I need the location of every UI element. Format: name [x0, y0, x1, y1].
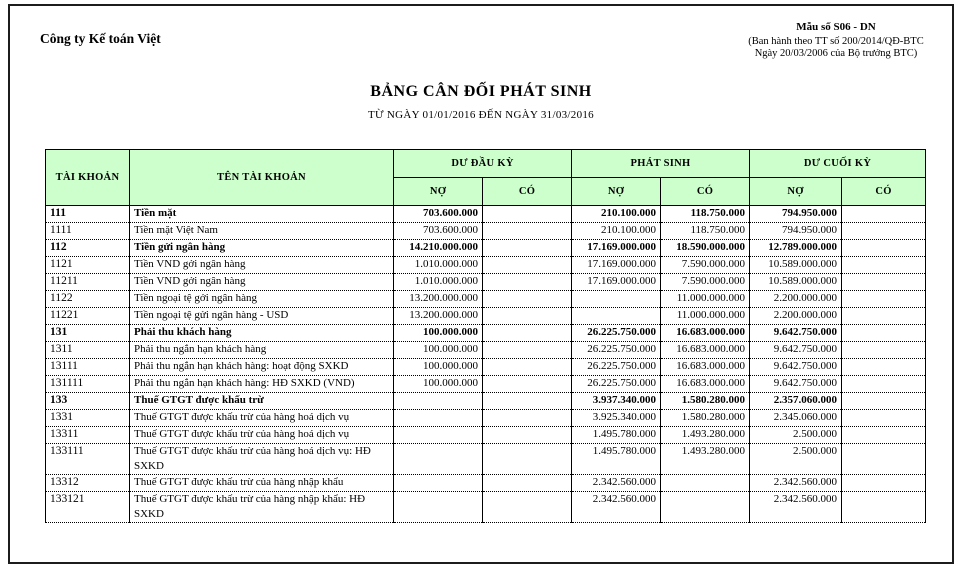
cell-opening-debit: 100.000.000 [394, 376, 483, 393]
cell-period-credit: 118.750.000 [661, 206, 750, 223]
cell-opening-debit [394, 410, 483, 427]
form-issued-line-1: (Ban hành theo TT số 200/2014/QĐ-BTC [748, 36, 924, 47]
cell-opening-debit [394, 492, 483, 523]
cell-period-debit: 1.495.780.000 [572, 427, 661, 444]
table-row [46, 376, 926, 393]
table-row [46, 475, 926, 492]
cell-period-debit: 17.169.000.000 [572, 240, 661, 257]
cell-closing-credit [842, 223, 926, 240]
form-issued-line-2: Ngày 20/03/2006 của Bộ trưởng BTC) [754, 48, 918, 59]
company-name: Công ty Kế toán Việt [40, 31, 161, 46]
cell-name: Thuế GTGT được khấu trừ của hàng hoá dịch vụ: HĐ SXKD [130, 444, 394, 475]
cell-period-debit: 17.169.000.000 [572, 257, 661, 274]
col-header-period-movement: PHÁT SINH [572, 150, 750, 178]
cell-opening-debit: 703.600.000 [394, 206, 483, 223]
cell-opening-debit: 13.200.000.000 [394, 308, 483, 325]
cell-opening-credit [483, 223, 572, 240]
cell-opening-credit [483, 393, 572, 410]
cell-name: Thuế GTGT được khấu trừ [130, 393, 394, 410]
cell-opening-credit [483, 359, 572, 376]
form-number: Mẫu số S06 - DN [796, 21, 876, 33]
cell-account: 13311 [46, 427, 130, 444]
col-header-period-debit: NỢ [572, 178, 661, 206]
cell-account: 1111 [46, 223, 130, 240]
cell-name: Phải thu ngắn hạn khách hàng: hoạt động SXKD [130, 359, 394, 376]
cell-period-debit: 26.225.750.000 [572, 325, 661, 342]
cell-closing-debit: 9.642.750.000 [750, 342, 842, 359]
table-row [46, 444, 926, 475]
cell-account: 13111 [46, 359, 130, 376]
cell-opening-debit [394, 427, 483, 444]
cell-opening-debit: 1.010.000.000 [394, 274, 483, 291]
cell-opening-credit [483, 325, 572, 342]
cell-period-credit: 1.493.280.000 [661, 444, 750, 475]
cell-period-credit: 11.000.000.000 [661, 291, 750, 308]
cell-period-debit: 2.342.560.000 [572, 475, 661, 492]
cell-opening-debit: 100.000.000 [394, 325, 483, 342]
cell-period-debit: 17.169.000.000 [572, 274, 661, 291]
trial-balance-table [45, 149, 926, 523]
table-row [46, 291, 926, 308]
table-row [46, 427, 926, 444]
cell-period-credit [661, 492, 750, 523]
cell-period-credit: 7.590.000.000 [661, 257, 750, 274]
cell-closing-debit: 2.500.000 [750, 427, 842, 444]
cell-opening-debit [394, 444, 483, 475]
cell-name: Tiền ngoại tệ gởi ngân hàng [130, 291, 394, 308]
cell-opening-credit [483, 240, 572, 257]
cell-account: 133121 [46, 492, 130, 523]
col-header-period-credit: CÓ [661, 178, 750, 206]
cell-closing-credit [842, 325, 926, 342]
cell-account: 133111 [46, 444, 130, 475]
table-row [46, 223, 926, 240]
cell-closing-debit: 9.642.750.000 [750, 376, 842, 393]
col-header-closing-credit: CÓ [842, 178, 926, 206]
cell-period-credit: 18.590.000.000 [661, 240, 750, 257]
col-header-opening-credit: CÓ [483, 178, 572, 206]
cell-closing-debit: 794.950.000 [750, 206, 842, 223]
cell-name: Tiền mặt Việt Nam [130, 223, 394, 240]
cell-opening-debit: 13.200.000.000 [394, 291, 483, 308]
cell-name: Tiền gửi ngân hàng [130, 240, 394, 257]
cell-opening-debit: 100.000.000 [394, 342, 483, 359]
cell-account: 1122 [46, 291, 130, 308]
cell-closing-credit [842, 359, 926, 376]
cell-opening-credit [483, 274, 572, 291]
form-info-block [710, 21, 958, 60]
cell-period-debit: 210.100.000 [572, 206, 661, 223]
cell-period-debit: 3.937.340.000 [572, 393, 661, 410]
cell-account: 131111 [46, 376, 130, 393]
cell-closing-debit: 2.342.560.000 [750, 492, 842, 523]
cell-period-debit: 1.495.780.000 [572, 444, 661, 475]
cell-period-debit: 210.100.000 [572, 223, 661, 240]
cell-account: 112 [46, 240, 130, 257]
cell-period-credit: 16.683.000.000 [661, 325, 750, 342]
cell-name: Phải thu ngắn hạn khách hàng: HĐ SXKD (VND) [130, 376, 394, 393]
cell-opening-credit [483, 376, 572, 393]
cell-account: 1331 [46, 410, 130, 427]
cell-period-debit [572, 291, 661, 308]
col-header-account: TÀI KHOẢN [46, 150, 130, 206]
cell-period-credit: 16.683.000.000 [661, 359, 750, 376]
cell-account: 131 [46, 325, 130, 342]
cell-name: Phải thu khách hàng [130, 325, 394, 342]
cell-account: 111 [46, 206, 130, 223]
cell-closing-debit: 2.500.000 [750, 444, 842, 475]
cell-opening-debit: 100.000.000 [394, 359, 483, 376]
cell-period-debit: 26.225.750.000 [572, 376, 661, 393]
cell-opening-credit [483, 206, 572, 223]
cell-period-credit: 16.683.000.000 [661, 376, 750, 393]
cell-period-debit [572, 308, 661, 325]
table-row [46, 342, 926, 359]
cell-opening-debit: 1.010.000.000 [394, 257, 483, 274]
report-period: TỪ NGÀY 01/01/2016 ĐẾN NGÀY 31/03/2016 [368, 109, 594, 121]
cell-account: 13312 [46, 475, 130, 492]
cell-closing-credit [842, 342, 926, 359]
cell-account: 133 [46, 393, 130, 410]
cell-closing-credit [842, 206, 926, 223]
cell-closing-credit [842, 492, 926, 523]
cell-closing-debit: 10.589.000.000 [750, 257, 842, 274]
table-row [46, 308, 926, 325]
table-header [46, 150, 926, 206]
cell-name: Thuế GTGT được khấu trừ của hàng hoá dịch vụ [130, 427, 394, 444]
cell-closing-debit: 12.789.000.000 [750, 240, 842, 257]
cell-period-credit: 1.580.280.000 [661, 393, 750, 410]
cell-period-debit: 3.925.340.000 [572, 410, 661, 427]
col-header-opening-debit: NỢ [394, 178, 483, 206]
cell-closing-credit [842, 427, 926, 444]
cell-name: Thuế GTGT được khấu trừ của hàng nhập khẩu [130, 475, 394, 492]
cell-period-credit: 7.590.000.000 [661, 274, 750, 291]
cell-opening-credit [483, 427, 572, 444]
table-row [46, 274, 926, 291]
table-row [46, 257, 926, 274]
cell-name: Tiền ngoại tệ gửi ngân hàng - USD [130, 308, 394, 325]
cell-opening-credit [483, 308, 572, 325]
cell-name: Phải thu ngắn hạn khách hàng [130, 342, 394, 359]
table-body [46, 206, 926, 523]
cell-closing-credit [842, 274, 926, 291]
cell-account: 1121 [46, 257, 130, 274]
cell-closing-credit [842, 410, 926, 427]
cell-closing-debit: 794.950.000 [750, 223, 842, 240]
table-row [46, 410, 926, 427]
cell-closing-credit [842, 444, 926, 475]
cell-closing-debit: 10.589.000.000 [750, 274, 842, 291]
table-row [46, 206, 926, 223]
cell-opening-debit [394, 475, 483, 492]
table-row [46, 240, 926, 257]
cell-closing-debit: 2.357.060.000 [750, 393, 842, 410]
cell-name: Tiền mặt [130, 206, 394, 223]
col-header-closing-balance: DƯ CUỐI KỲ [750, 150, 926, 178]
cell-opening-credit [483, 492, 572, 523]
report-title: BẢNG CÂN ĐỐI PHÁT SINH [370, 83, 592, 100]
cell-opening-debit: 14.210.000.000 [394, 240, 483, 257]
cell-opening-credit [483, 291, 572, 308]
cell-name: Tiền VND gởi ngân hàng [130, 257, 394, 274]
cell-name: Thuế GTGT được khấu trừ của hàng hoá dịch vụ [130, 410, 394, 427]
cell-name: Tiền VND gởi ngân hàng [130, 274, 394, 291]
cell-closing-debit: 2.342.560.000 [750, 475, 842, 492]
cell-period-credit [661, 475, 750, 492]
cell-closing-debit: 2.345.060.000 [750, 410, 842, 427]
cell-period-credit: 1.580.280.000 [661, 410, 750, 427]
cell-opening-credit [483, 475, 572, 492]
cell-opening-credit [483, 444, 572, 475]
cell-closing-debit: 2.200.000.000 [750, 291, 842, 308]
cell-closing-credit [842, 376, 926, 393]
cell-opening-credit [483, 410, 572, 427]
table-row [46, 359, 926, 376]
cell-opening-debit [394, 393, 483, 410]
cell-closing-debit: 2.200.000.000 [750, 308, 842, 325]
cell-period-credit: 1.493.280.000 [661, 427, 750, 444]
col-header-opening-balance: DƯ ĐẦU KỲ [394, 150, 572, 178]
cell-closing-credit [842, 240, 926, 257]
table-row [46, 325, 926, 342]
col-header-closing-debit: NỢ [750, 178, 842, 206]
cell-closing-credit [842, 393, 926, 410]
cell-closing-credit [842, 257, 926, 274]
report-page [8, 4, 954, 564]
cell-opening-credit [483, 257, 572, 274]
col-header-name: TÊN TÀI KHOẢN [130, 150, 394, 206]
cell-account: 11221 [46, 308, 130, 325]
cell-account: 1311 [46, 342, 130, 359]
cell-closing-credit [842, 475, 926, 492]
cell-period-credit: 11.000.000.000 [661, 308, 750, 325]
cell-opening-credit [483, 342, 572, 359]
table-row [46, 393, 926, 410]
cell-closing-credit [842, 308, 926, 325]
cell-opening-debit: 703.600.000 [394, 223, 483, 240]
cell-closing-debit: 9.642.750.000 [750, 359, 842, 376]
cell-period-debit: 26.225.750.000 [572, 359, 661, 376]
cell-period-debit: 26.225.750.000 [572, 342, 661, 359]
table-row [46, 492, 926, 523]
cell-closing-debit: 9.642.750.000 [750, 325, 842, 342]
cell-name: Thuế GTGT được khấu trừ của hàng nhập khẩu: HĐ SXKD [130, 492, 394, 523]
cell-period-credit: 118.750.000 [661, 223, 750, 240]
cell-period-debit: 2.342.560.000 [572, 492, 661, 523]
cell-account: 11211 [46, 274, 130, 291]
cell-period-credit: 16.683.000.000 [661, 342, 750, 359]
cell-closing-credit [842, 291, 926, 308]
